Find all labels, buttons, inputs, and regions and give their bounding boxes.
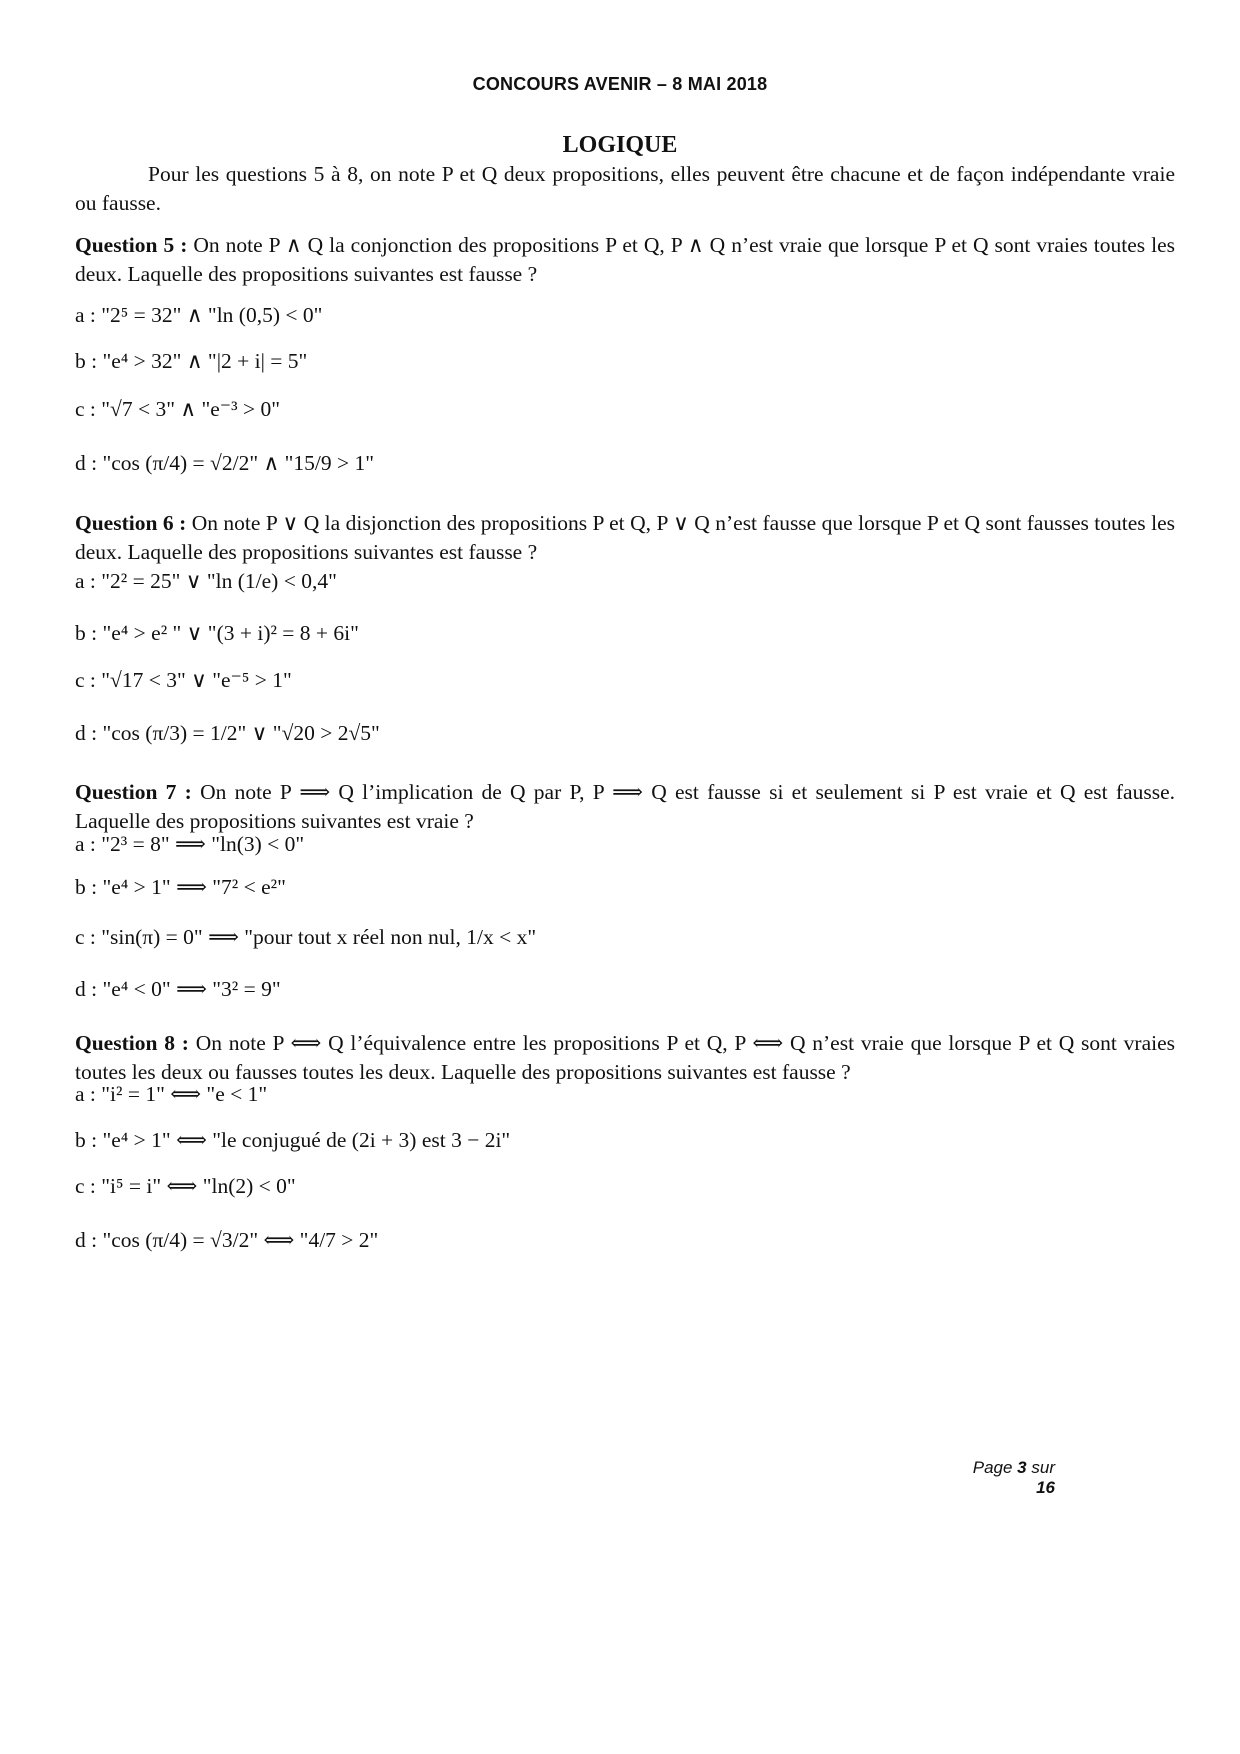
question-text: On note P ⟹ Q l’implication de Q par P, P ⟹ Q est fausse si et seulement si P est vraie et Q est fausse. Laquelle des propositions suivantes est vraie ? [75, 780, 1176, 833]
q6-option-b: b : "e⁴ > e² " ∨ "(3 + i)² = 8 + 6i" [75, 621, 359, 645]
section-title: LOGIQUE [562, 132, 678, 158]
of-word: sur [1031, 1458, 1055, 1477]
q6-option-a: a : "2² = 25" ∨ "ln (1/e) < 0,4" [75, 569, 337, 593]
question-text: On note P ⟺ Q l’équivalence entre les propositions P et Q, P ⟺ Q n’est vraie que lorsque P et Q sont vraies toutes les deux ou fausses toutes les deux. Laquelle des propositions suivantes est fausse ? [75, 1031, 1176, 1084]
page-footer [955, 1458, 1055, 1498]
q5-option-d: d : "cos (π/4) = √2/2" ∧ "15/9 > 1" [75, 451, 374, 475]
q8-option-a: a : "i² = 1" ⟺ "e < 1" [75, 1082, 268, 1106]
total-pages: 16 [1036, 1478, 1055, 1497]
q6-option-d: d : "cos (π/3) = 1/2" ∨ "√20 > 2√5" [75, 721, 380, 745]
q6-option-c: c : "√17 < 3" ∨ "e⁻⁵ > 1" [75, 668, 292, 692]
q8-option-c: c : "i⁵ = i" ⟺ "ln(2) < 0" [75, 1174, 296, 1198]
exam-header: CONCOURS AVENIR – 8 MAI 2018 [472, 74, 768, 94]
q5-option-b: b : "e⁴ > 32" ∧ "|2 + i| = 5" [75, 349, 308, 373]
question-7 [75, 778, 1175, 836]
q7-option-b: b : "e⁴ > 1" ⟹ "7² < e²" [75, 875, 286, 899]
q5-option-c: c : "√7 < 3" ∧ "e⁻³ > 0" [75, 397, 280, 421]
q8-option-d: d : "cos (π/4) = √3/2" ⟺ "4/7 > 2" [75, 1228, 379, 1252]
question-label: Question 8 : [75, 1031, 189, 1055]
question-label: Question 6 : [75, 511, 187, 535]
question-label: Question 7 : [75, 780, 192, 804]
q8-option-b: b : "e⁴ > 1" ⟺ "le conjugué de (2i + 3) est 3 − 2i" [75, 1128, 511, 1152]
question-6 [75, 509, 1175, 567]
q7-option-a: a : "2³ = 8" ⟹ "ln(3) < 0" [75, 832, 305, 856]
page-number: 3 [1017, 1458, 1027, 1477]
q5-option-a: a : "2⁵ = 32" ∧ "ln (0,5) < 0" [75, 303, 323, 327]
q7-option-d: d : "e⁴ < 0" ⟹ "3² = 9" [75, 977, 281, 1001]
question-text: On note P ∨ Q la disjonction des propositions P et Q, P ∨ Q n’est fausse que lorsque P et Q sont fausses toutes les deux. Laquelle des propositions suivantes est fausse ? [75, 511, 1175, 564]
question-text: On note P ∧ Q la conjonction des propositions P et Q, P ∧ Q n’est vraie que lorsque P et Q sont vraies toutes les deux. Laquelle des propositions suivantes est fausse ? [75, 233, 1175, 286]
page-word: Page [972, 1458, 1013, 1477]
q7-option-c: c : "sin(π) = 0" ⟹ "pour tout x réel non nul, 1/x < x" [75, 925, 537, 949]
question-5 [75, 231, 1175, 289]
intro-paragraph: Pour les questions 5 à 8, on note P et Q deux propositions, elles peuvent être chacune et de façon indépendante vraie ou fausse. [75, 162, 1175, 215]
question-label: Question 5 : [75, 233, 188, 257]
